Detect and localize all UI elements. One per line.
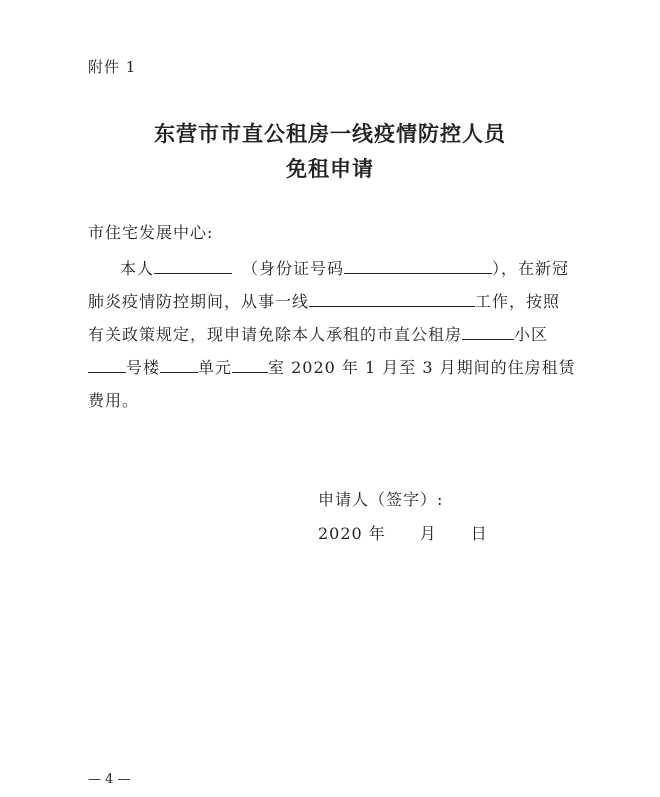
- unit-blank[interactable]: [160, 358, 198, 373]
- body-text: 工作，按照: [475, 292, 561, 311]
- body-text: 号楼: [126, 358, 161, 377]
- body-text: 小区: [514, 325, 549, 344]
- document-title-line1: 东营市市直公租房一线疫情防控人员: [154, 121, 506, 146]
- body-text: 有关政策规定，现申请免除本人承租的市直公租房: [88, 325, 463, 344]
- body-line-4: [88, 355, 576, 378]
- attachment-label: 附件 1: [88, 58, 137, 76]
- body-line-1: [120, 256, 569, 279]
- signature-date: 2020 年 月 日: [318, 524, 488, 543]
- room-blank[interactable]: [232, 358, 268, 373]
- body-text: 单元: [198, 358, 233, 377]
- body-text: （身份证号码: [242, 259, 345, 278]
- body-text: 本人: [120, 259, 155, 278]
- body-text: 肺炎疫情防控期间，从事一线: [88, 292, 310, 311]
- body-line-2: [88, 289, 560, 312]
- body-text: ），在新冠: [492, 259, 570, 278]
- applicant-signature-label: 申请人（签字）:: [318, 490, 444, 509]
- id-number-blank[interactable]: [344, 259, 492, 274]
- name-blank[interactable]: [154, 259, 232, 274]
- body-line-3: [88, 322, 548, 345]
- building-blank[interactable]: [88, 358, 126, 373]
- body-text: 室 2020 年 1 月至 3 月期间的住房租赁: [268, 358, 576, 377]
- body-line-5: 费用。: [88, 391, 140, 410]
- document-title-line2: 免租申请: [286, 156, 374, 181]
- community-blank[interactable]: [462, 325, 514, 340]
- work-blank[interactable]: [309, 292, 475, 307]
- addressee: 市住宅发展中心:: [88, 223, 214, 242]
- page-number: — 4 —: [88, 772, 131, 787]
